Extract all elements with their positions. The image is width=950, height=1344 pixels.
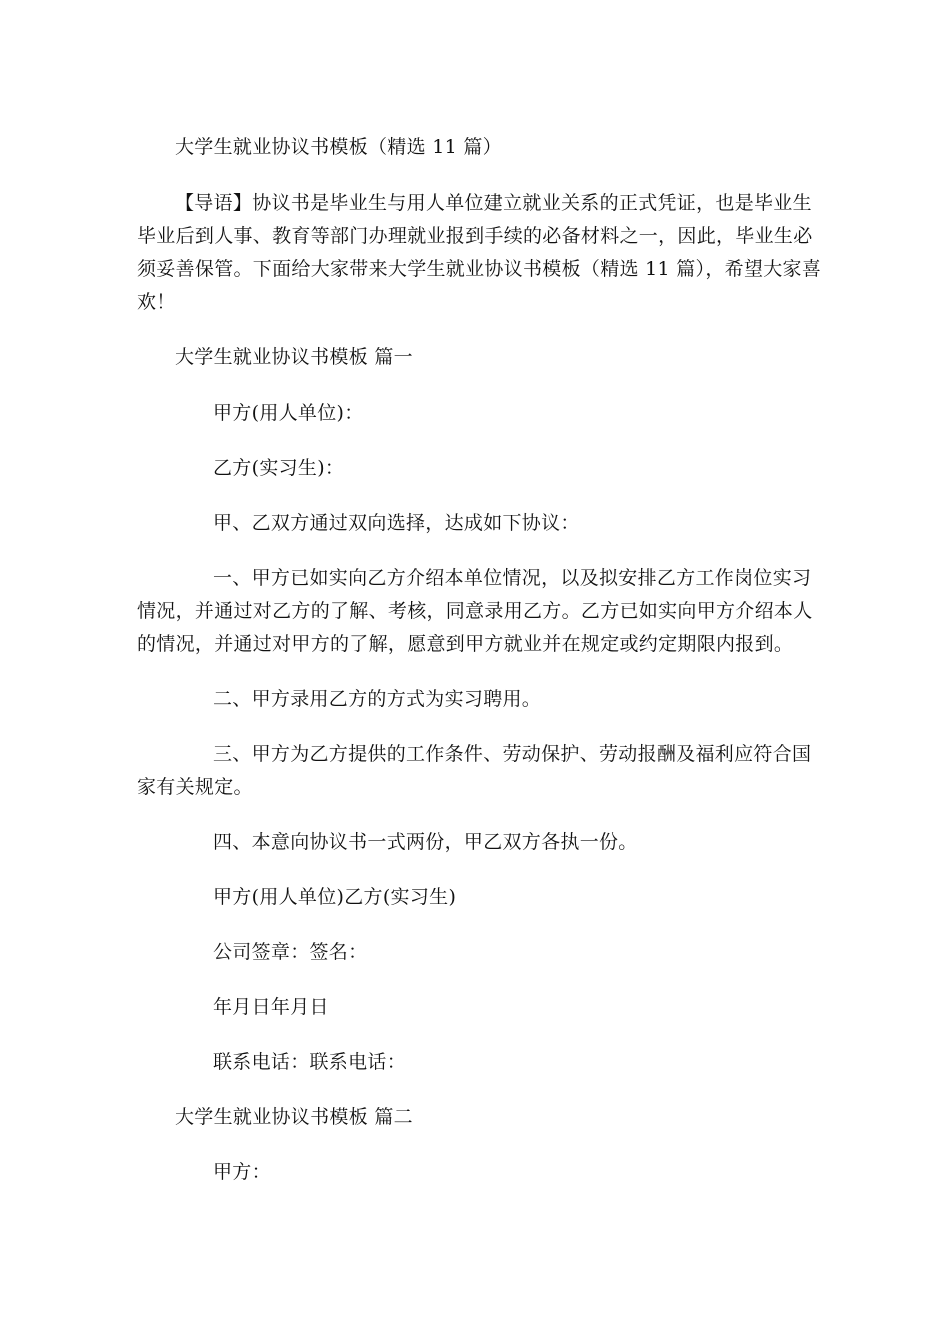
section1-heading: 大学生就业协议书模板 篇一 (175, 346, 413, 368)
document-title: 大学生就业协议书模板（精选 11 篇） (175, 136, 502, 158)
clause-line: 家有关规定。 (137, 776, 253, 798)
signature-seal: 公司签章：签名： (213, 941, 368, 963)
clause-line: 情况，并通过对乙方的了解、考核，同意录用乙方。乙方已如实向甲方介绍本人 (137, 600, 813, 622)
clause-line: 三、甲方为乙方提供的工作条件、劳动保护、劳动报酬及福利应符合国 (213, 743, 812, 765)
intro-line: 欢！ (137, 291, 176, 313)
section2-heading: 大学生就业协议书模板 篇二 (175, 1106, 413, 1128)
party-b-label: 乙方(实习生)： (213, 457, 345, 479)
clause-1 (137, 562, 817, 661)
signature-parties: 甲方(用人单位)乙方(实习生) (213, 886, 457, 908)
agreement-intro: 甲、乙双方通过双向选择，达成如下协议： (213, 512, 580, 534)
intro-line: 须妥善保管。下面给大家带来大学生就业协议书模板（精选 11 篇），希望大家喜 (137, 258, 822, 280)
clause-line: 的情况，并通过对甲方的了解，愿意到甲方就业并在规定或约定期限内报到。 (137, 633, 794, 655)
clause-4: 四、本意向协议书一式两份，甲乙双方各执一份。 (213, 831, 638, 853)
party-a-label: 甲方(用人单位)： (213, 402, 364, 424)
clause-3 (137, 738, 817, 804)
clause-2: 二、甲方录用乙方的方式为实习聘用。 (213, 688, 542, 710)
signature-phone: 联系电话：联系电话： (213, 1051, 407, 1073)
signature-date: 年月日年月日 (213, 996, 329, 1018)
intro-line: 【导语】协议书是毕业生与用人单位建立就业关系的正式凭证，也是毕业生 (175, 192, 812, 214)
intro-line: 毕业后到人事、教育等部门办理就业报到手续的必备材料之一，因此，毕业生必 (137, 225, 813, 247)
section2-party-a-label: 甲方： (213, 1161, 271, 1183)
intro-paragraph (137, 187, 822, 319)
clause-line: 一、甲方已如实向乙方介绍本单位情况，以及拟安排乙方工作岗位实习 (213, 567, 812, 589)
